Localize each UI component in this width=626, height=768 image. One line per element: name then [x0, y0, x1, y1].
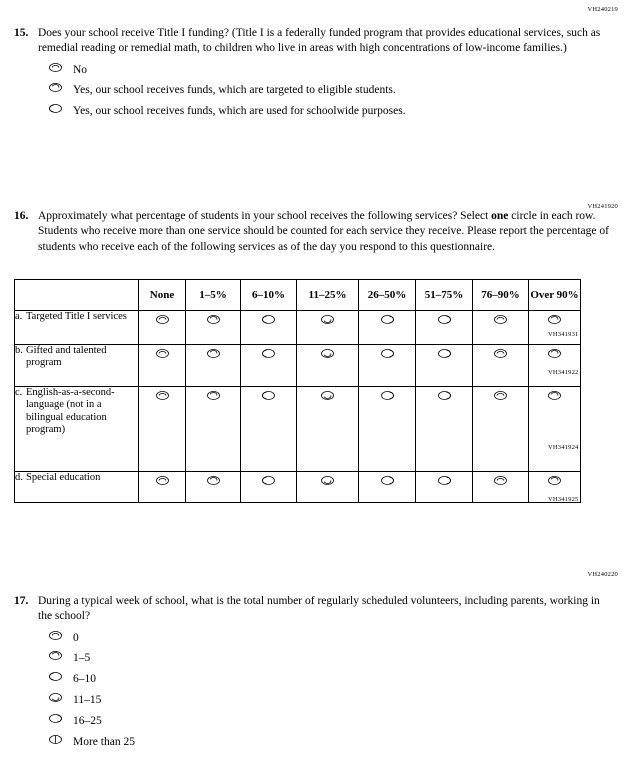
matrix-row-a-text: Targeted Title I services: [26, 311, 127, 322]
matrix-row-d-text: Special education: [26, 472, 101, 483]
question-15-option-1-label: Yes, our school receives funds, which are targeted to eligible students.: [73, 84, 396, 97]
matrix-b-1-5[interactable]: [186, 345, 241, 387]
question-17-text: During a typical week of school, what is the total number of regularly scheduled volunteers, including parents, working in the school?: [38, 595, 600, 623]
matrix-a-76-90[interactable]: [473, 311, 529, 345]
matrix-row-c-label: [15, 387, 139, 472]
question-17-option-4-label: 16–25: [73, 714, 102, 727]
question-16-number: 16.: [14, 210, 29, 222]
matrix-a-6-10[interactable]: [241, 311, 297, 345]
matrix-c-1-5[interactable]: [186, 387, 241, 472]
radio-bubble-icon[interactable]: [48, 672, 62, 681]
matrix-b-over-90[interactable]: [529, 345, 581, 387]
table-row: [15, 345, 581, 387]
matrix-header-over-90: Over 90%: [529, 280, 581, 311]
matrix-header-11-25: 11–25%: [297, 280, 359, 311]
matrix-row-d-varid: VH341925: [548, 496, 579, 503]
question-15-option-0-label: No: [73, 63, 88, 76]
matrix-c-none[interactable]: [139, 387, 186, 472]
radio-bubble-icon[interactable]: [48, 714, 62, 723]
matrix-c-26-50[interactable]: [359, 387, 416, 472]
table-row: [15, 472, 581, 503]
radio-bubble-icon[interactable]: [48, 631, 62, 640]
question-16-text: [38, 209, 612, 255]
matrix-b-11-25[interactable]: [297, 345, 359, 387]
matrix-row-c-letter: c.: [15, 387, 23, 398]
matrix-d-6-10[interactable]: [241, 472, 297, 503]
question-15-option-0[interactable]: [38, 64, 612, 78]
matrix-a-over-90[interactable]: [529, 311, 581, 345]
matrix-d-1-5[interactable]: [186, 472, 241, 503]
matrix-header-row: [15, 280, 581, 311]
matrix-row-b-label: [15, 345, 139, 387]
matrix-b-26-50[interactable]: [359, 345, 416, 387]
matrix-row-d-letter: d.: [15, 472, 23, 483]
matrix-row-b-varid: VH341922: [548, 369, 579, 376]
question-17-option-3[interactable]: [38, 694, 612, 708]
table-row: [15, 311, 581, 345]
matrix-header-76-90: 76–90%: [473, 280, 529, 311]
matrix-d-76-90[interactable]: [473, 472, 529, 503]
matrix-c-over-90[interactable]: [529, 387, 581, 472]
question-15-option-2-label: Yes, our school receives funds, which are used for schoolwide purposes.: [73, 105, 406, 118]
radio-bubble-icon[interactable]: [48, 104, 62, 113]
matrix-d-26-50[interactable]: [359, 472, 416, 503]
matrix-row-b-text: Gifted and talented program: [26, 345, 107, 369]
matrix-row-a-varid: VH341931: [548, 331, 579, 338]
matrix-a-26-50[interactable]: [359, 311, 416, 345]
question-17-varid: VH240220: [587, 571, 618, 578]
question-17-option-2-label: 6–10: [73, 673, 96, 686]
matrix-row-d-label: [15, 472, 139, 503]
question-17-option-0-label: 0: [73, 631, 79, 644]
matrix-header-1-5: 1–5%: [186, 280, 241, 311]
question-17-option-1[interactable]: [38, 652, 612, 666]
table-row: [15, 387, 581, 472]
matrix-c-76-90[interactable]: [473, 387, 529, 472]
question-15-options: [38, 64, 612, 119]
radio-bubble-icon[interactable]: [48, 693, 62, 702]
matrix-a-11-25[interactable]: [297, 311, 359, 345]
question-15: [14, 26, 612, 126]
question-17-option-1-label: 1–5: [73, 652, 91, 665]
question-16-text-emphasis: one: [491, 210, 509, 222]
radio-bubble-icon[interactable]: [48, 63, 62, 72]
question-15-text: Does your school receive Title I funding? (Title I is a federally funded program that provides educational services, such as remedial reading or remedial math, to children who live in areas with high concentrations of low-income families.): [38, 27, 601, 55]
question-17-options: [38, 632, 612, 750]
matrix-header-blank: [15, 280, 139, 311]
question-17-option-5-label: More than 25: [73, 735, 135, 748]
radio-bubble-icon[interactable]: [48, 735, 62, 744]
matrix-row-a-label: [15, 311, 139, 345]
question-17-option-4[interactable]: [38, 715, 612, 729]
question-17-number: 17.: [14, 595, 29, 607]
matrix-b-51-75[interactable]: [416, 345, 473, 387]
matrix-b-none[interactable]: [139, 345, 186, 387]
question-15-number: 15.: [14, 27, 29, 39]
matrix-a-none[interactable]: [139, 311, 186, 345]
matrix-a-51-75[interactable]: [416, 311, 473, 345]
radio-bubble-icon[interactable]: [48, 83, 62, 92]
question-17-option-0[interactable]: [38, 632, 612, 646]
matrix-header-26-50: 26–50%: [359, 280, 416, 311]
matrix-b-76-90[interactable]: [473, 345, 529, 387]
matrix-header-51-75: 51–75%: [416, 280, 473, 311]
question-16-text-part1: Approximately what percentage of students in your school receives the following services? Select: [38, 210, 492, 222]
page-varid: VH240219: [587, 6, 618, 13]
matrix-d-51-75[interactable]: [416, 472, 473, 503]
question-16: [14, 209, 612, 255]
matrix-d-11-25[interactable]: [297, 472, 359, 503]
question-17-option-2[interactable]: [38, 673, 612, 687]
question-17-option-3-label: 11–15: [73, 693, 102, 706]
matrix-a-1-5[interactable]: [186, 311, 241, 345]
matrix-b-6-10[interactable]: [241, 345, 297, 387]
matrix-c-11-25[interactable]: [297, 387, 359, 472]
matrix-row-a-letter: a.: [15, 311, 23, 322]
matrix-header-6-10: 6–10%: [241, 280, 297, 311]
question-16-matrix: [14, 279, 581, 503]
matrix-row-b-letter: b.: [15, 345, 23, 356]
question-17-option-5[interactable]: [38, 736, 612, 750]
radio-bubble-icon[interactable]: [48, 651, 62, 660]
question-16-text-part2: circle in each row. Students who receive more than one service should be counted for each service they receive. Please report the percentage of students who receive each of the following services as of the day you respond to this questionnaire.: [38, 210, 609, 253]
question-15-option-2[interactable]: [38, 105, 612, 119]
matrix-c-6-10[interactable]: [241, 387, 297, 472]
question-16-varid: VH241920: [587, 203, 618, 210]
matrix-row-c-varid: VH341924: [548, 444, 579, 451]
matrix-c-51-75[interactable]: [416, 387, 473, 472]
matrix-d-none[interactable]: [139, 472, 186, 503]
matrix-row-c-text: English-as-a-second-language (not in a bilingual education program): [26, 387, 115, 436]
matrix-header-none: None: [139, 280, 186, 311]
question-17: [14, 594, 612, 756]
question-15-option-1[interactable]: [38, 84, 612, 98]
